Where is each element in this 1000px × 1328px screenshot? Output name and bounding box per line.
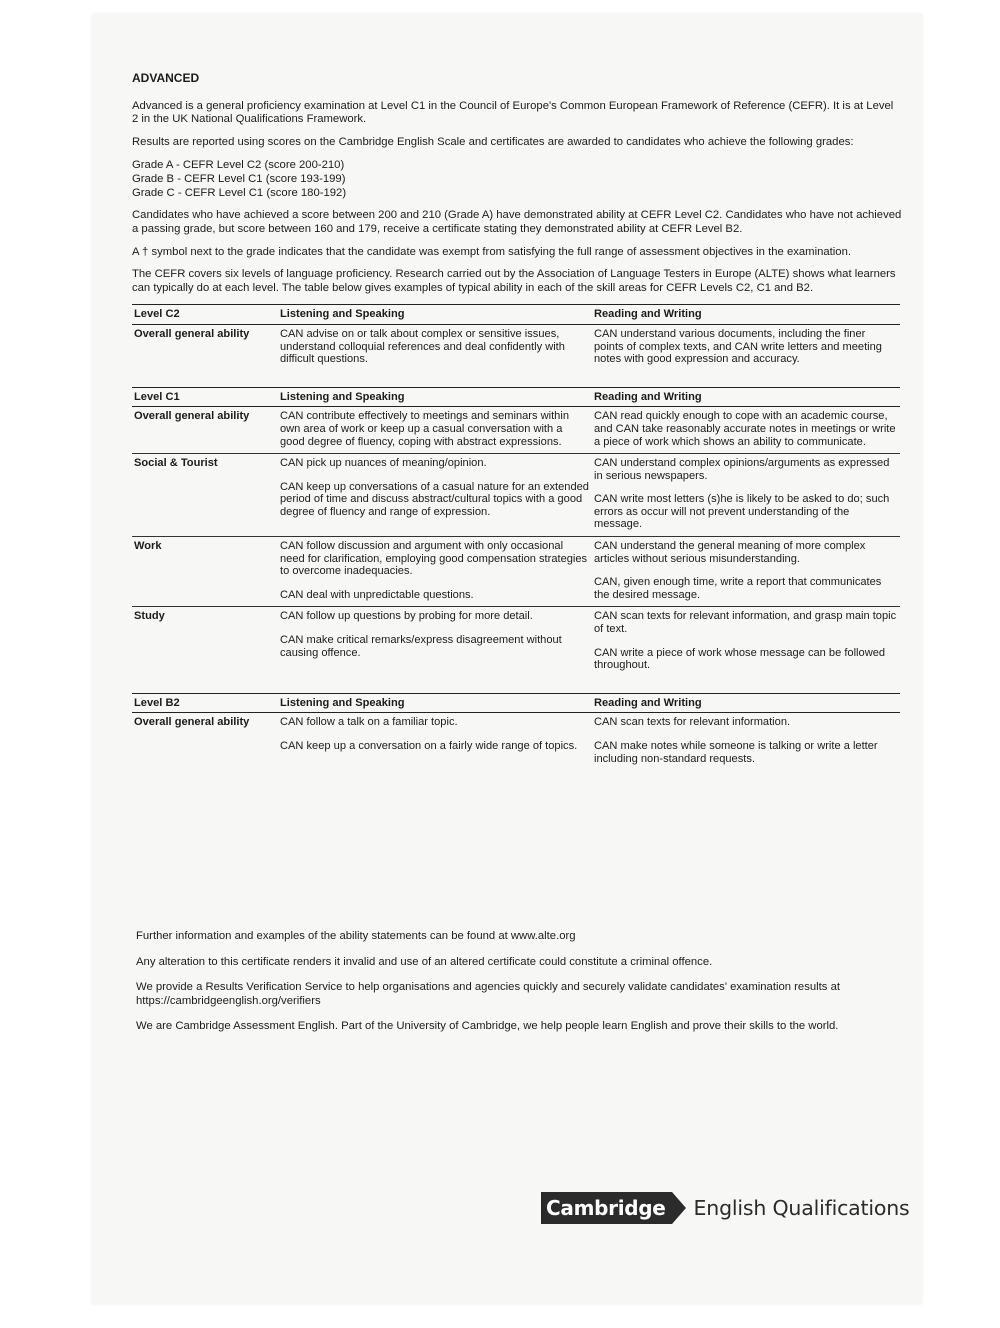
table-cell xyxy=(278,537,592,607)
results-paragraph: Results are reported using scores on the Cambridge English Scale and certificates are awarded to candidates who achieve the following grades: xyxy=(132,135,854,148)
cell-text: CAN deal with unpredictable questions. xyxy=(280,588,474,601)
table-cell xyxy=(278,454,592,537)
table-cell xyxy=(278,713,592,770)
cell-text: CAN pick up nuances of meaning/opinion. xyxy=(280,457,487,470)
cell-text: CAN keep up a conversation on a fairly wide range of topics. xyxy=(280,740,578,752)
cefr-paragraph: The CEFR covers six levels of language proficiency. Research carried out by the Association of Language Testers in Europe (ALTE) shows what learners can typically do at each level. The table below gives examples of typical ability in each of the skill areas for CEFR Levels C2, C1 and B2. xyxy=(132,268,896,294)
table-header-row xyxy=(132,305,900,325)
cambridge-logo xyxy=(541,1191,909,1225)
table-cell xyxy=(592,537,900,607)
table-cell: CAN read quickly enough to cope with an academic course, and CAN take reasonably accurate notes in meetings or write a piece of work which shows an ability to communicate. xyxy=(592,407,900,454)
table-cell xyxy=(278,607,592,677)
cell-text: CAN follow a talk on a familiar topic. xyxy=(280,716,458,729)
cell-text: CAN, given enough time, write a report that communicates the desired message. xyxy=(594,576,882,601)
certificate-content xyxy=(132,72,902,770)
cell-text: CAN write most letters (s)he is likely to be asked to do; such errors as occur will not prevent understanding of the message. xyxy=(594,493,890,531)
table-cell xyxy=(592,607,900,677)
reading-writing-header: Reading and Writing xyxy=(592,305,900,325)
cell-text: CAN scan texts for relevant information, and grasp main topic of text. xyxy=(594,610,897,636)
table-cell xyxy=(592,713,900,770)
footer-notes xyxy=(136,930,901,1046)
table-header-row xyxy=(132,387,900,407)
table-row xyxy=(132,607,900,677)
cell-text: CAN make notes while someone is talking or write a letter including non-standard requests. xyxy=(594,740,878,765)
cell-text: CAN make critical remarks/express disagreement without causing offence. xyxy=(280,634,562,659)
row-label: Work xyxy=(132,537,278,607)
grade-c: Grade C - CEFR Level C1 (score 180-192) xyxy=(132,187,347,200)
listening-speaking-header: Listening and Speaking xyxy=(278,305,592,325)
table-row xyxy=(132,454,900,537)
intro-paragraph: Advanced is a general proficiency examination at Level C1 in the Council of Europe's Common European Framework of Reference (CEFR). It is at Level 2 in the UK National Qualifications Framework. xyxy=(132,99,894,126)
verification-note: We provide a Results Verification Service to help organisations and agencies quickly and securely validate candidates' examination results at https://cambridgeenglish.org/verifiers xyxy=(136,981,841,1007)
alte-note: Further information and examples of the ability statements can be found at www.alte.org xyxy=(136,930,576,942)
table-cell: CAN contribute effectively to meetings and seminars within own area of work or keep up a casual conversation with a good degree of fluency, coping with abstract expressions. xyxy=(278,407,592,454)
listening-speaking-header: Listening and Speaking xyxy=(278,693,592,713)
table-cell xyxy=(592,454,900,537)
reading-writing-header: Reading and Writing xyxy=(592,693,900,713)
cell-text: CAN follow discussion and argument with only occasional need for clarification, employing good compensation strategies to overcome inadequacies. xyxy=(280,540,588,578)
cefr-ability-table xyxy=(132,304,900,770)
table-row xyxy=(132,407,900,454)
table-row xyxy=(132,324,900,370)
table-cell: CAN advise on or talk about complex or sensitive issues, understand colloquial references and deal confidently with difficult questions. xyxy=(280,327,565,366)
candidates-paragraph: Candidates who have achieved a score between 200 and 210 (Grade A) have demonstrated ability at CEFR Level C2. Candidates who have not achieved a passing grade, but score between 160 and 179, receive a certificate stating they demonstrated ability at CEFR Level B2. xyxy=(132,209,902,235)
table-cell: CAN understand various documents, including the finer points of complex texts, and CAN write letters and meeting notes with good expression and accuracy. xyxy=(594,327,882,366)
logo-tagline: English Qualifications xyxy=(693,1196,910,1220)
listening-speaking-header: Listening and Speaking xyxy=(278,387,592,407)
row-label: Overall general ability xyxy=(132,407,278,454)
cell-text: CAN follow up questions by probing for more detail. xyxy=(280,610,533,623)
logo-brand: Cambridge xyxy=(541,1192,672,1224)
cell-text: CAN understand complex opinions/arguments as expressed in serious newspapers. xyxy=(594,457,890,482)
cell-text: CAN scan texts for relevant information. xyxy=(594,716,791,729)
cell-text: CAN understand the general meaning of more complex articles without serious misunderstanding. xyxy=(594,540,866,565)
table-row xyxy=(132,537,900,607)
cell-text: CAN keep up conversations of a casual nature for an extended period of time and discuss abstract/cultural topics with a good degree of fluency and range of expression. xyxy=(280,480,589,518)
symbol-paragraph: A † symbol next to the grade indicates that the candidate was exempt from satisfying the full range of assessment objectives in the examination. xyxy=(132,245,852,258)
row-label: Overall general ability xyxy=(134,716,250,729)
about-note: We are Cambridge Assessment English. Part of the University of Cambridge, we help people learn English and prove their skills to the world. xyxy=(136,1020,839,1033)
level-b2-header: Level B2 xyxy=(132,693,278,713)
level-c1-header: Level C1 xyxy=(132,387,278,407)
row-label: Study xyxy=(134,610,165,623)
table-header-row xyxy=(132,693,900,713)
row-label: Social & Tourist xyxy=(132,454,278,537)
level-c2-header: Level C2 xyxy=(132,305,278,325)
grade-a: Grade A - CEFR Level C2 (score 200-210) xyxy=(132,159,345,172)
grade-b: Grade B - CEFR Level C1 (score 193-199) xyxy=(132,173,346,186)
reading-writing-header: Reading and Writing xyxy=(592,387,900,407)
table-row xyxy=(132,713,900,770)
row-label: Overall general ability xyxy=(134,327,250,340)
page-title: ADVANCED xyxy=(132,71,200,85)
grades-list xyxy=(132,158,902,200)
cell-text: CAN write a piece of work whose message can be followed throughout. xyxy=(594,646,886,672)
alteration-note: Any alteration to this certificate renders it invalid and use of an altered certificate could constitute a criminal offence. xyxy=(136,955,713,968)
